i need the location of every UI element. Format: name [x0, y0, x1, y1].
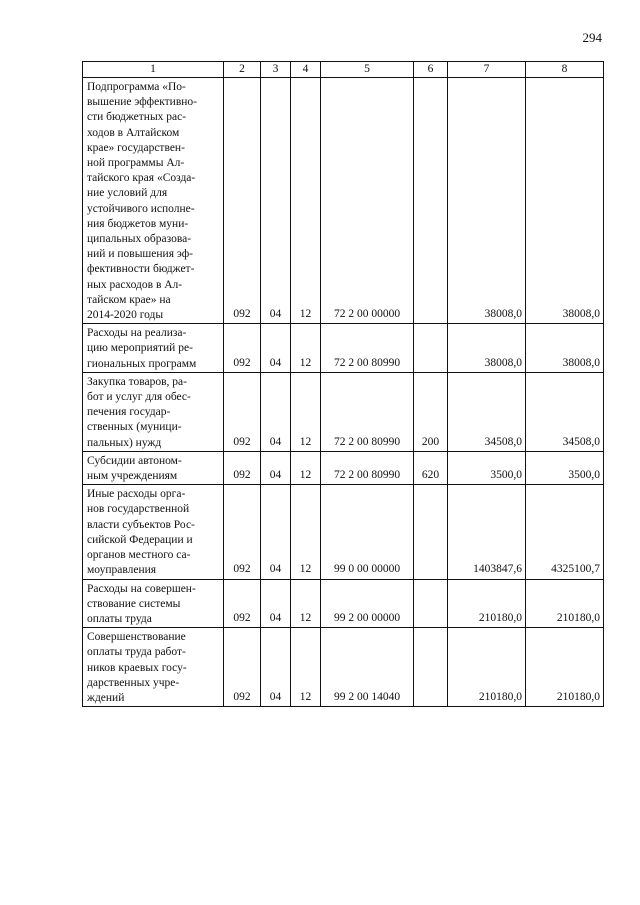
target-article-cell: 72 2 00 80990 — [321, 372, 414, 451]
page-number: 294 — [582, 30, 602, 45]
subsection-cell: 12 — [291, 485, 321, 579]
target-article-cell: 99 0 00 00000 — [321, 485, 414, 579]
amount-col8-cell: 3500,0 — [526, 451, 604, 484]
code-cell: 092 — [224, 78, 261, 324]
row-name-cell: Расходы на совершен- ствование системы оплаты труда — [83, 579, 224, 628]
target-article-cell: 72 2 00 80990 — [321, 324, 414, 373]
column-header: 2 — [224, 62, 261, 78]
code-cell: 092 — [224, 628, 261, 707]
column-header: 8 — [526, 62, 604, 78]
amount-col8-cell: 38008,0 — [526, 324, 604, 373]
amount-col7-cell: 38008,0 — [448, 78, 526, 324]
row-name-cell: Расходы на реализа- цию мероприятий ре- гиональных программ — [83, 324, 224, 373]
table-row — [83, 628, 604, 707]
table-row — [83, 451, 604, 484]
expense-type-cell — [414, 78, 448, 324]
column-header: 6 — [414, 62, 448, 78]
row-name-cell: Субсидии автоном- ным учреждениям — [83, 451, 224, 484]
expense-type-cell — [414, 628, 448, 707]
column-header: 5 — [321, 62, 414, 78]
subsection-cell: 12 — [291, 78, 321, 324]
section-cell: 04 — [261, 78, 291, 324]
amount-col7-cell: 34508,0 — [448, 372, 526, 451]
expense-type-cell: 200 — [414, 372, 448, 451]
column-header: 3 — [261, 62, 291, 78]
amount-col7-cell: 1403847,6 — [448, 485, 526, 579]
column-header: 4 — [291, 62, 321, 78]
table-row — [83, 324, 604, 373]
subsection-cell: 12 — [291, 372, 321, 451]
amount-col8-cell: 34508,0 — [526, 372, 604, 451]
amount-col7-cell: 3500,0 — [448, 451, 526, 484]
expense-type-cell: 620 — [414, 451, 448, 484]
column-header: 1 — [83, 62, 224, 78]
amount-col7-cell: 38008,0 — [448, 324, 526, 373]
table-row — [83, 579, 604, 628]
expense-type-cell — [414, 485, 448, 579]
code-cell: 092 — [224, 372, 261, 451]
subsection-cell: 12 — [291, 324, 321, 373]
table-header-row — [83, 62, 604, 78]
subsection-cell: 12 — [291, 579, 321, 628]
row-name-cell: Подпрограмма «По- вышение эффективно- сти бюджетных рас- ходов в Алтайском крае» государствен- ной программы Ал- тайского края «Созда- ние условий для устойчивого исполне- ния бюджетов муни- ципальных образова- ний и повышения эф- фективности бюджет- ных расходов в Ал- тайском крае» на 2014-2020 годы — [83, 78, 224, 324]
row-name-cell: Закупка товаров, ра- бот и услуг для обес- печения государ- ственных (муници- пальных) нужд — [83, 372, 224, 451]
table-row — [83, 78, 604, 324]
amount-col8-cell: 38008,0 — [526, 78, 604, 324]
section-cell: 04 — [261, 485, 291, 579]
target-article-cell: 99 2 00 14040 — [321, 628, 414, 707]
target-article-cell: 99 2 00 00000 — [321, 579, 414, 628]
code-cell: 092 — [224, 451, 261, 484]
section-cell: 04 — [261, 451, 291, 484]
target-article-cell: 72 2 00 00000 — [321, 78, 414, 324]
section-cell: 04 — [261, 372, 291, 451]
amount-col8-cell: 4325100,7 — [526, 485, 604, 579]
subsection-cell: 12 — [291, 628, 321, 707]
code-cell: 092 — [224, 579, 261, 628]
section-cell: 04 — [261, 628, 291, 707]
amount-col8-cell: 210180,0 — [526, 628, 604, 707]
table-row — [83, 372, 604, 451]
target-article-cell: 72 2 00 80990 — [321, 451, 414, 484]
budget-table — [82, 61, 604, 707]
code-cell: 092 — [224, 324, 261, 373]
row-name-cell: Совершенствование оплаты труда работ- ников краевых госу- дарственных учре- ждений — [83, 628, 224, 707]
expense-type-cell — [414, 324, 448, 373]
section-cell: 04 — [261, 579, 291, 628]
expense-type-cell — [414, 579, 448, 628]
amount-col7-cell: 210180,0 — [448, 628, 526, 707]
table-row — [83, 485, 604, 579]
amount-col8-cell: 210180,0 — [526, 579, 604, 628]
column-header: 7 — [448, 62, 526, 78]
subsection-cell: 12 — [291, 451, 321, 484]
amount-col7-cell: 210180,0 — [448, 579, 526, 628]
row-name-cell: Иные расходы орга- нов государственной власти субъектов Рос- сийской Федерации и органов местного са- моуправления — [83, 485, 224, 579]
section-cell: 04 — [261, 324, 291, 373]
code-cell: 092 — [224, 485, 261, 579]
